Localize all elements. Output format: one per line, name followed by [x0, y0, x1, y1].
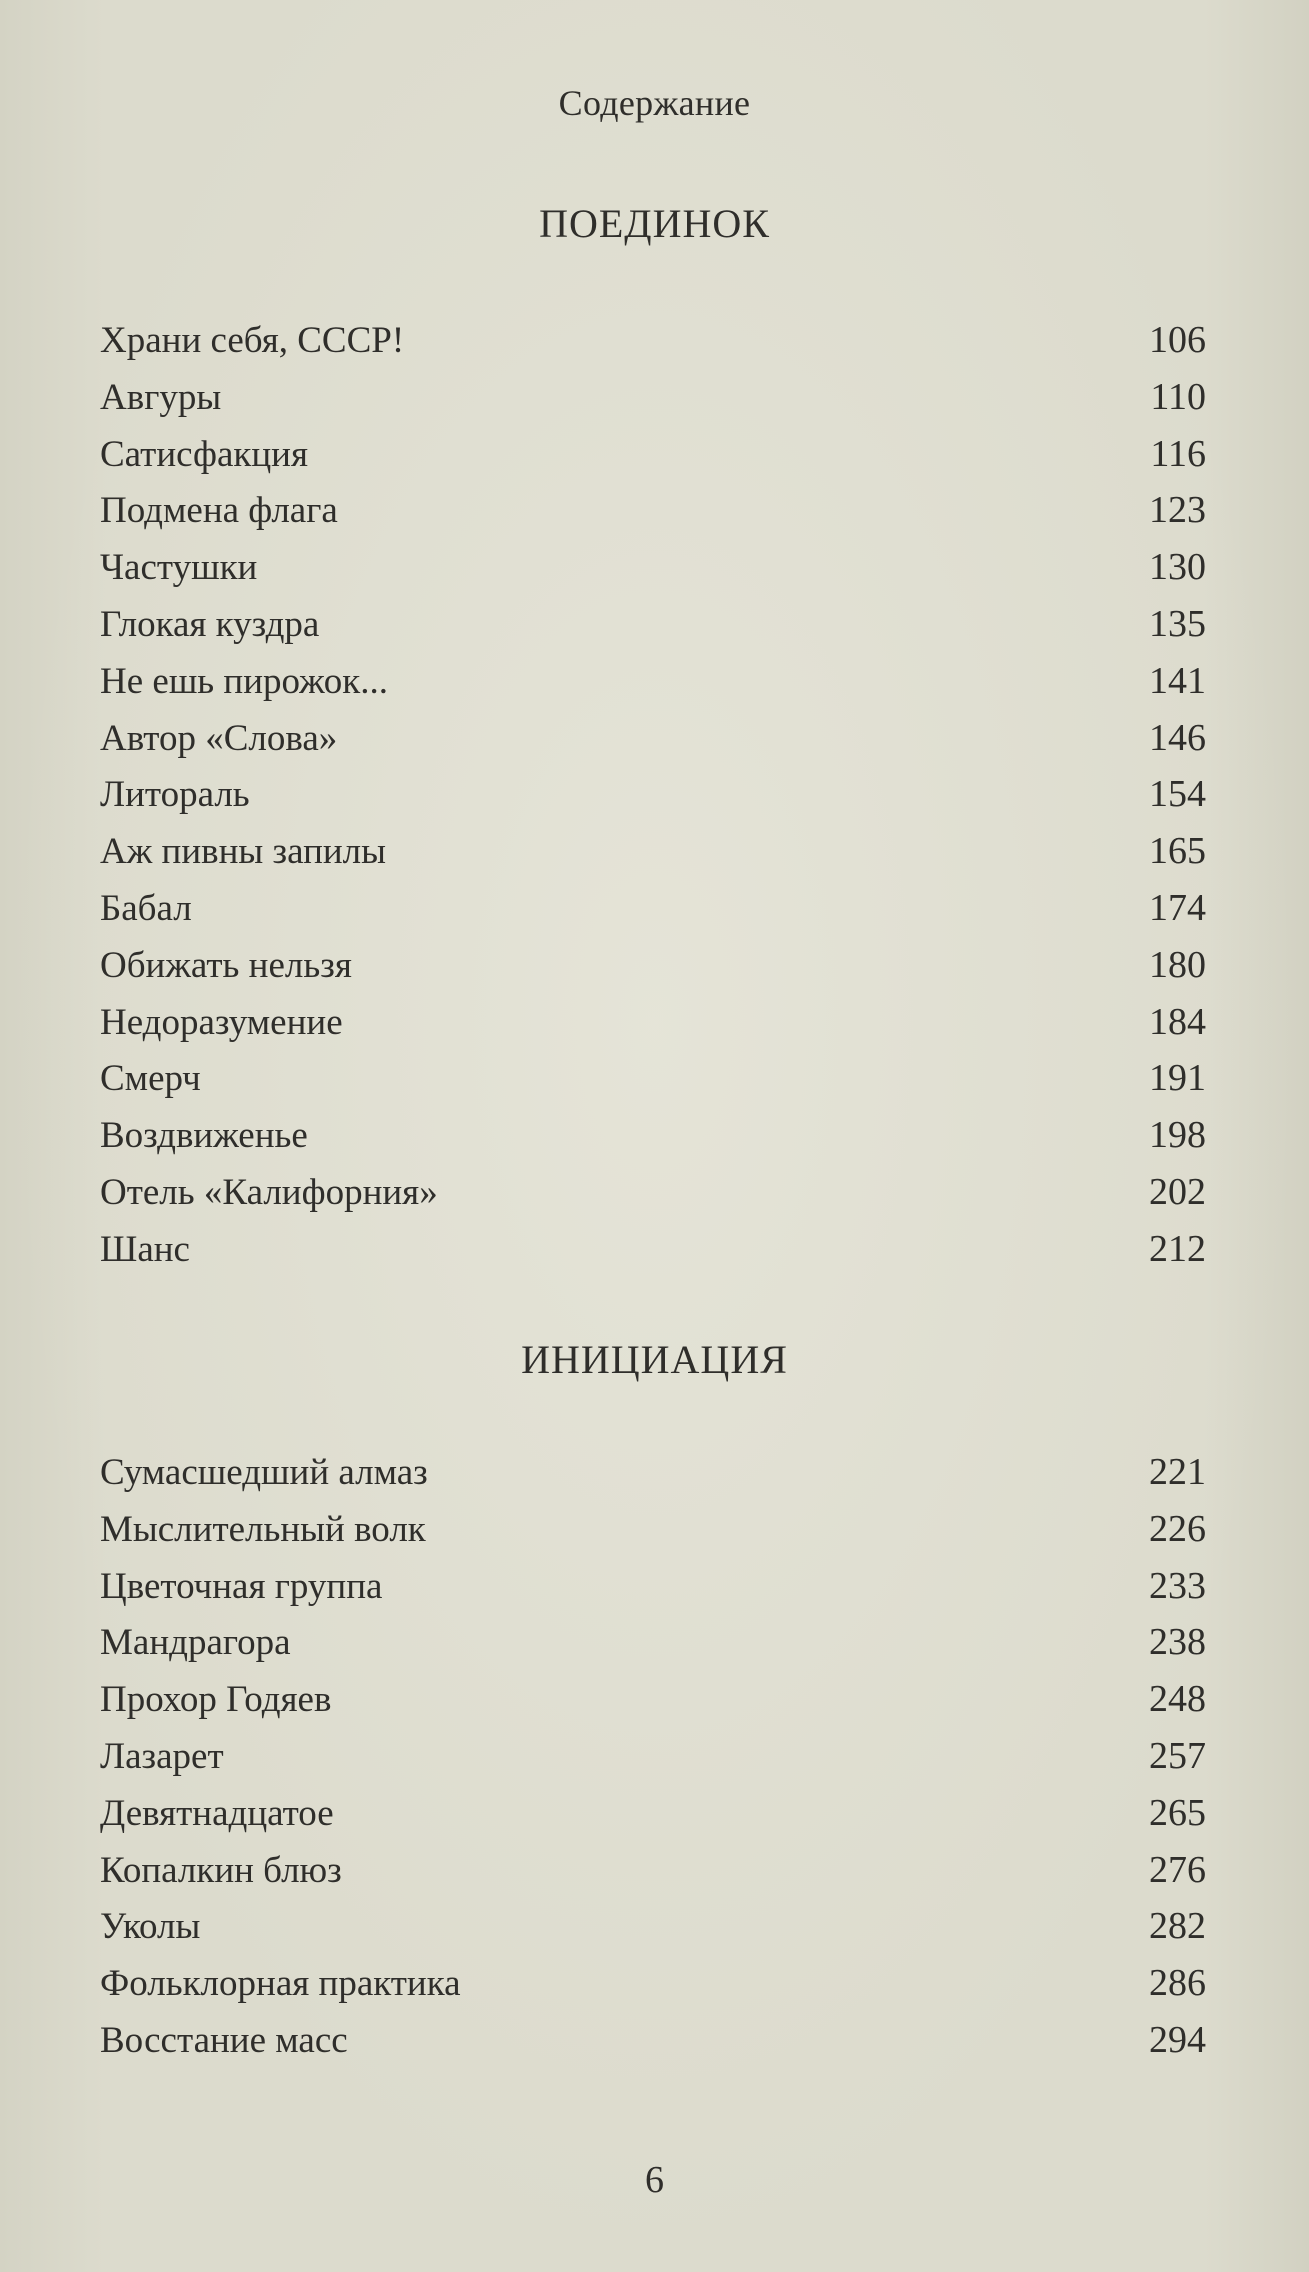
toc-entry-page: 233: [1149, 1564, 1206, 1607]
toc-entry: [100, 710, 1206, 767]
toc-entry: [100, 823, 1206, 880]
toc-entry-page: 116: [1150, 432, 1206, 475]
toc-entry-page: 212: [1149, 1227, 1206, 1270]
toc-entry: [100, 1221, 1206, 1278]
toc-entry-title: Подмена флага: [100, 490, 338, 532]
toc-entry-page: 248: [1149, 1678, 1206, 1721]
toc-entry-page: 294: [1149, 2018, 1206, 2061]
toc-entry: [100, 1728, 1206, 1785]
toc-entry: [100, 596, 1206, 653]
toc-entry-title: Цветочная группа: [100, 1565, 383, 1607]
toc-entry-title: Фольклорная практика: [100, 1963, 461, 2005]
toc-entry-page: 130: [1149, 546, 1206, 589]
toc-entry-title: Копалкин блюз: [100, 1849, 342, 1891]
toc-entry-title: Уколы: [100, 1906, 201, 1948]
toc-entry-title: Обижать нельзя: [100, 944, 352, 986]
toc-entry: [100, 937, 1206, 994]
toc-entry: [100, 1614, 1206, 1671]
toc-entry-title: Частушки: [100, 547, 258, 589]
toc-entry-title: Бабал: [100, 887, 192, 929]
toc-entry-title: Авгуры: [100, 376, 222, 418]
toc-entry-page: 106: [1149, 319, 1206, 361]
toc-entry: [100, 1558, 1206, 1615]
toc-entry: [100, 1898, 1206, 1955]
toc-entry-title: Храни себя, СССР!: [100, 320, 405, 361]
toc-entry-page: 110: [1150, 375, 1206, 418]
toc-entry: [100, 766, 1206, 823]
toc-entry-title: Глокая куздра: [100, 603, 320, 645]
toc-entry-title: Смерч: [100, 1058, 201, 1100]
toc-entry-title: Отель «Калифорния»: [100, 1171, 438, 1213]
toc-entry-page: 180: [1149, 943, 1206, 986]
toc-entry-page: 286: [1149, 1962, 1206, 2005]
toc-entry: [100, 2012, 1206, 2069]
toc-entry-title: Прохор Годяев: [100, 1679, 332, 1721]
toc-list-initsiatsiya: [100, 1444, 1206, 2069]
toc-entry-page: 165: [1149, 830, 1206, 873]
toc-entry-title: Сумасшедший алмаз: [100, 1452, 428, 1493]
toc-entry: [100, 1501, 1206, 1558]
toc-entry: [100, 1107, 1206, 1164]
toc-entry: [100, 1444, 1206, 1501]
toc-entry-title: Воздвиженье: [100, 1115, 308, 1157]
toc-entry-title: Мыслительный волк: [100, 1508, 426, 1550]
toc-entry-page: 174: [1149, 886, 1206, 929]
toc-entry-title: Аж пивны запилы: [100, 831, 386, 873]
toc-entry-page: 123: [1149, 489, 1206, 532]
toc-entry: [100, 1050, 1206, 1107]
section-title-poedinok: ПОЕДИНОК: [539, 201, 770, 246]
running-head: Содержание: [558, 83, 751, 123]
toc-entry-title: Девятнадцатое: [100, 1792, 334, 1834]
toc-entry-page: 198: [1149, 1114, 1206, 1157]
toc-entry-page: 141: [1149, 659, 1206, 702]
toc-entry-page: 221: [1149, 1451, 1206, 1493]
toc-entry-page: 202: [1149, 1170, 1206, 1213]
toc-entry-page: 191: [1149, 1057, 1206, 1100]
toc-entry: [100, 1842, 1206, 1899]
toc-entry-title: Автор «Слова»: [100, 717, 338, 759]
toc-entry: [100, 482, 1206, 539]
toc-entry: [100, 1671, 1206, 1728]
toc-entry-page: 265: [1149, 1791, 1206, 1834]
toc-entry-title: Лазарет: [100, 1735, 224, 1777]
toc-entry: [100, 880, 1206, 937]
toc-entry-title: Сатисфакция: [100, 433, 308, 475]
toc-entry: [100, 994, 1206, 1051]
toc-entry-title: Недоразумение: [100, 1001, 343, 1043]
page-number: 6: [645, 2159, 664, 2201]
toc-entry-page: 154: [1149, 773, 1206, 816]
toc-entry: [100, 653, 1206, 710]
toc-entry-page: 282: [1149, 1905, 1206, 1948]
toc-entry: [100, 1785, 1206, 1842]
toc-entry-page: 184: [1149, 1000, 1206, 1043]
toc-entry-title: Не ешь пирожок...: [100, 660, 388, 702]
toc-entry: [100, 1164, 1206, 1221]
toc-entry-page: 146: [1149, 716, 1206, 759]
toc-entry-page: 135: [1149, 602, 1206, 645]
toc-entry-page: 238: [1149, 1621, 1206, 1664]
section-title-initsiatsiya: ИНИЦИАЦИЯ: [521, 1337, 788, 1382]
toc-entry-title: Шанс: [100, 1228, 190, 1270]
toc-list-poedinok: [100, 312, 1206, 1278]
toc-entry-page: 226: [1149, 1507, 1206, 1550]
toc-entry-page: 276: [1149, 1848, 1206, 1891]
toc-entry-title: Восстание масс: [100, 2019, 348, 2061]
toc-entry: [100, 1955, 1206, 2012]
toc-entry-title: Мандрагора: [100, 1622, 291, 1664]
toc-entry: [100, 426, 1206, 483]
toc-entry-title: Литораль: [100, 774, 250, 816]
toc-entry: [100, 539, 1206, 596]
toc-entry: [100, 312, 1206, 369]
toc-entry: [100, 369, 1206, 426]
toc-entry-page: 257: [1149, 1734, 1206, 1777]
